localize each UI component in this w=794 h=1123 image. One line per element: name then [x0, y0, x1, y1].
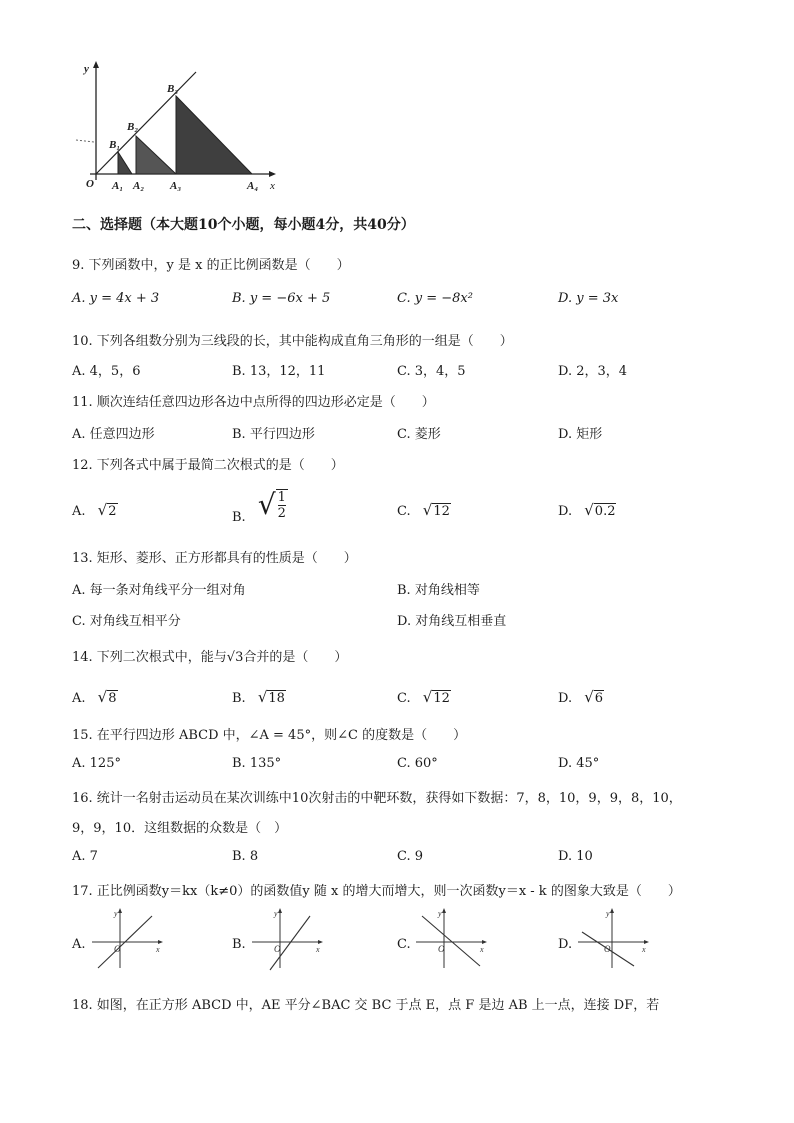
q17-b-y-label: y [274, 909, 278, 918]
q17-option-d-letter[interactable]: D. [558, 937, 573, 952]
q17-b-x-label: x [316, 945, 320, 954]
q14-option-b[interactable]: B. √18 [232, 688, 285, 706]
q14-d-radicand: 6 [594, 691, 604, 706]
q12-d-radicand: 0.2 [594, 504, 616, 519]
q17-graph-a[interactable] [90, 906, 165, 972]
q11-stem: 11. 顺次连结任意四边形各边中点所得的四边形必定是（ ） [72, 395, 435, 410]
q12-option-c-letter: C. [397, 504, 411, 519]
q12-option-d-letter: D. [558, 504, 573, 519]
label-x: x [270, 180, 275, 192]
q12-option-c[interactable]: C. √12 [397, 501, 450, 519]
q12-b-numerator: 1 [277, 489, 286, 505]
q16-stem-continued: 9，9，10．这组数据的众数是（ ） [72, 821, 288, 836]
q16-option-d[interactable]: D. 10 [558, 849, 593, 864]
q9-option-a[interactable]: A. y = 4x + 3 [72, 291, 160, 306]
q12-b-denominator: 2 [277, 505, 286, 521]
q15-option-b[interactable]: B. 135° [232, 756, 282, 771]
q13-stem: 13. 矩形、菱形、正方形都具有的性质是（ ） [72, 551, 357, 566]
label-y: y [84, 63, 89, 75]
q14-option-d-letter: D. [558, 691, 573, 706]
label-A2: A₂ [133, 180, 145, 192]
q17-graph-b[interactable] [250, 906, 325, 972]
q9-stem: 9. 下列函数中，y 是 x 的正比例函数是（ ） [72, 258, 350, 273]
q17-d-origin-label: O [604, 944, 611, 954]
q12-option-b-letter: B. [232, 510, 246, 525]
triangles-figure [72, 58, 287, 198]
label-B1: B₁ [109, 139, 121, 151]
q9-option-c[interactable]: C. y = −8x² [397, 291, 473, 306]
label-A3: A₃ [170, 180, 182, 192]
q17-c-y-label: y [438, 909, 442, 918]
q12-a-radicand: 2 [108, 504, 117, 519]
q14-c-radicand: 12 [433, 691, 450, 706]
q13-option-c[interactable]: C. 对角线互相平分 [72, 614, 181, 629]
q17-option-c-letter[interactable]: C. [397, 937, 411, 952]
label-A4: A₄ [247, 180, 259, 192]
q17-c-origin-label: O [438, 944, 445, 954]
q17-graph-d[interactable] [576, 906, 651, 972]
q9-option-d[interactable]: D. y = 3x [558, 291, 619, 306]
q14-stem: 14. 下列二次根式中，能与√3合并的是（ ） [72, 650, 348, 665]
q17-c-line [422, 916, 480, 966]
q10-option-c[interactable]: C. 3，4，5 [397, 364, 466, 379]
q17-a-origin-label: O [114, 944, 121, 954]
q10-option-a[interactable]: A. 4，5，6 [72, 364, 141, 379]
q12-c-radicand: 12 [433, 504, 450, 519]
label-O: O [86, 178, 94, 190]
q17-b-origin-label: O [274, 944, 281, 954]
q10-option-d[interactable]: D. 2，3，4 [558, 364, 628, 379]
q17-c-x-label: x [480, 945, 484, 954]
q17-d-y-label: y [606, 909, 610, 918]
q14-option-a-letter: A. [72, 691, 86, 706]
q14-b-radicand: 18 [268, 691, 285, 706]
q17-graph-c[interactable] [414, 906, 489, 972]
q10-stem: 10. 下列各组数分别为三线段的长，其中能构成直角三角形的一组是（ ） [72, 334, 513, 349]
q11-option-d[interactable]: D. 矩形 [558, 427, 603, 442]
q17-stem: 17. 正比例函数y＝kx（k≠0）的函数值y 随 x 的增大而增大，则一次函数y＝x - k 的图象大致是（ ） [72, 884, 681, 899]
q13-option-b[interactable]: B. 对角线相等 [397, 583, 480, 598]
q10-option-b[interactable]: B. 13，12，11 [232, 364, 326, 379]
q17-a-y-label: y [114, 909, 118, 918]
label-B2: B₂ [127, 121, 139, 133]
q11-option-c[interactable]: C. 菱形 [397, 427, 441, 442]
q16-option-a[interactable]: A. 7 [72, 849, 98, 864]
q17-d-x-label: x [642, 945, 646, 954]
label-B3: B₃ [167, 83, 179, 95]
q14-option-c[interactable]: C. √12 [397, 688, 450, 706]
q16-option-c[interactable]: C. 9 [397, 849, 424, 864]
q13-option-d[interactable]: D. 对角线互相垂直 [397, 614, 507, 629]
q15-option-c[interactable]: C. 60° [397, 756, 438, 771]
q12-option-b[interactable]: B. √ $\frac{1}{2}$ [232, 488, 286, 525]
q12-option-a-letter: A. [72, 504, 86, 519]
q9-option-b[interactable]: B. y = −6x + 5 [232, 291, 331, 306]
q15-stem: 15. 在平行四边形 ABCD 中，∠A = 45°，则∠C 的度数是（ ） [72, 728, 467, 743]
q16-option-b[interactable]: B. 8 [232, 849, 259, 864]
q14-a-radicand: 8 [108, 691, 117, 706]
q15-option-a[interactable]: A. 125° [72, 756, 121, 771]
q13-option-a[interactable]: A. 每一条对角线平分一组对角 [72, 583, 246, 598]
q11-option-a[interactable]: A. 任意四边形 [72, 427, 155, 442]
q15-option-d[interactable]: D. 45° [558, 756, 600, 771]
q14-option-d[interactable]: D. √6 [558, 688, 604, 706]
q14-option-a[interactable]: A. √8 [72, 688, 117, 706]
q14-option-b-letter: B. [232, 691, 246, 706]
q17-option-a-letter[interactable]: A. [72, 937, 86, 952]
q12-option-d[interactable]: D. √0.2 [558, 501, 616, 519]
label-A1: A₁ [112, 180, 124, 192]
q14-option-c-letter: C. [397, 691, 411, 706]
q12-option-a[interactable]: A. √2 [72, 501, 117, 519]
section-title: 二、选择题（本大题10个小题，每小题4分，共40分） [72, 217, 415, 233]
q12-stem: 12. 下列各式中属于最简二次根式的是（ ） [72, 458, 344, 473]
q11-option-b[interactable]: B. 平行四边形 [232, 427, 315, 442]
q17-a-x-label: x [156, 945, 160, 954]
q17-b-line [270, 916, 310, 970]
q16-stem: 16. 统计一名射击运动员在某次训练中10次射击的中靶环数，获得如下数据：7，8，10，9，9，8，10， [72, 791, 682, 806]
q17-option-b-letter[interactable]: B. [232, 937, 246, 952]
q18-stem: 18. 如图，在正方形 ABCD 中，AE 平分∠BAC 交 BC 于点 E，点 F 是边 AB 上一点，连接 DF，若 [72, 998, 660, 1013]
